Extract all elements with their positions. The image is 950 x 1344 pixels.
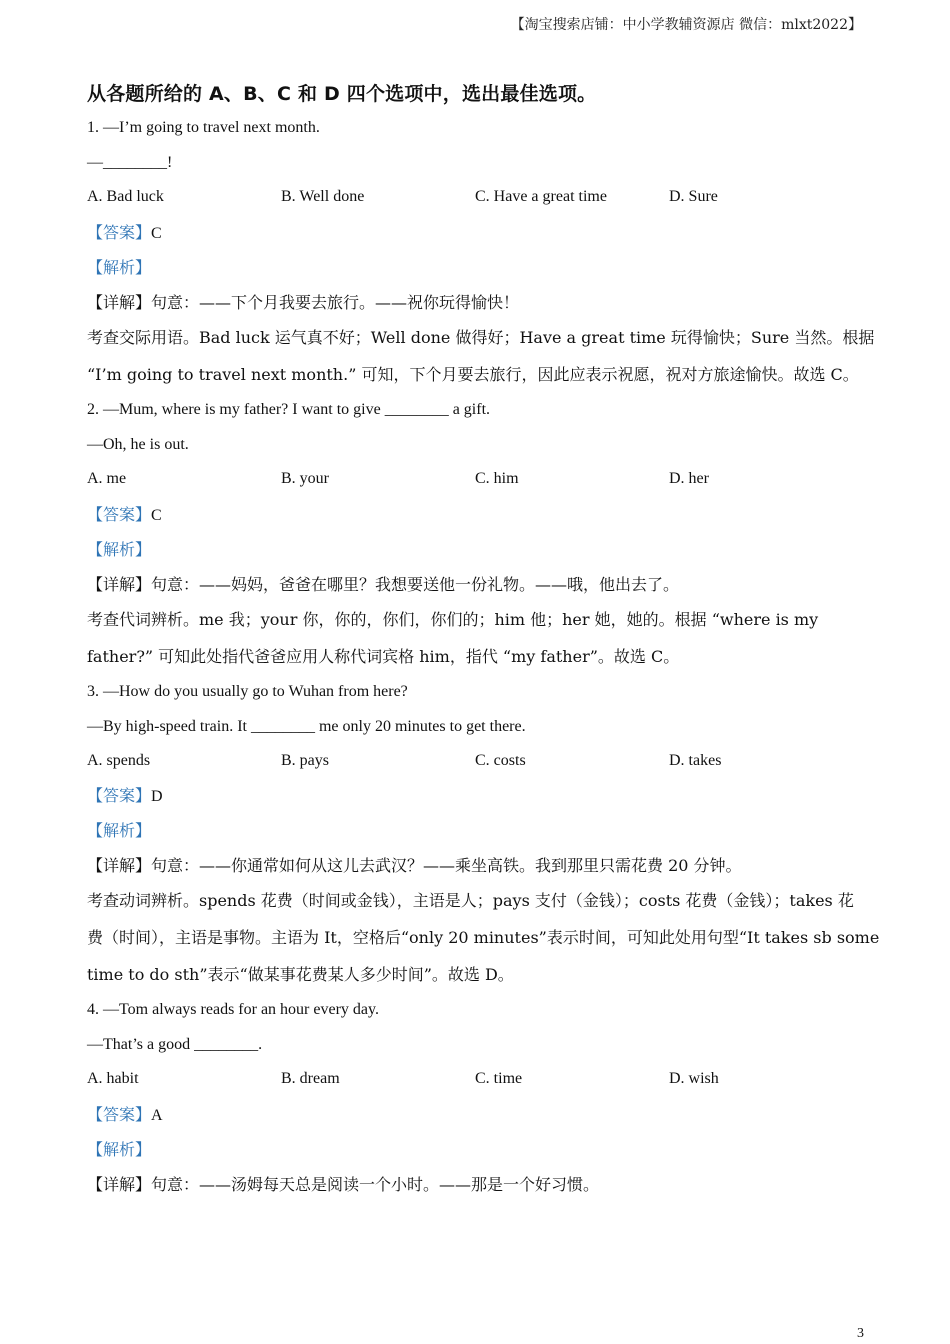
question-stem: 2. —Mum, where is my father? I want to give ________ a gift. <box>87 401 491 418</box>
explanation-line: 考查代词辨析。me 我；your 你，你的，你们，你们的；him 他；her 她，她的。根据 “where is my <box>87 610 819 629</box>
answer-label: 【答案】 <box>87 1105 152 1124</box>
question-reply: —________! <box>87 154 173 171</box>
answer-label: 【答案】 <box>87 786 152 805</box>
answer-line <box>87 505 162 526</box>
explanation-line: 考查动词辨析。spends 花费（时间或金钱），主语是人；pays 支付（金钱）；costs 花费（金钱）；takes 花 <box>87 891 854 910</box>
explanation-line: 考查交际用语。Bad luck 运气真不好；Well done 做得好；Have a great time 玩得愉快；Sure 当然。根据 <box>87 328 875 347</box>
detail-label: 【详解】 <box>87 293 152 312</box>
option-c: C. Have a great time <box>475 188 607 205</box>
detail-label: 【详解】 <box>87 575 152 594</box>
option-d: D. Sure <box>669 188 718 205</box>
question-reply: —Oh, he is out. <box>87 436 189 453</box>
answer-value: D <box>151 788 163 805</box>
detail-line <box>87 293 519 313</box>
option-c: C. costs <box>475 752 526 769</box>
answer-value: C <box>151 225 162 242</box>
explanation-line: 费（时间），主语是事物。主语为 It，空格后“only 20 minutes”表示时间，可知此处用句型“It takes sb some <box>87 928 880 947</box>
analysis-label: 【解析】 <box>87 540 152 559</box>
option-c: C. time <box>475 1070 523 1087</box>
option-b: B. your <box>281 470 329 487</box>
option-b: B. dream <box>281 1070 340 1087</box>
explanation-line: “I’m going to travel next month.” 可知，下个月要去旅行，因此应表示祝愿，祝对方旅途愉快。故选 C。 <box>87 365 859 384</box>
option-a: A. habit <box>87 1070 139 1087</box>
options-row <box>87 470 867 492</box>
option-a: A. Bad luck <box>87 188 164 205</box>
answer-line <box>87 223 162 244</box>
option-c: C. him <box>475 470 519 487</box>
detail-text: 句意：——汤姆每天总是阅读一个小时。——那是一个好习惯。 <box>151 1175 600 1194</box>
analysis-label: 【解析】 <box>87 1140 152 1159</box>
answer-label: 【答案】 <box>87 505 152 524</box>
question-reply: —That’s a good ________. <box>87 1036 263 1053</box>
detail-label: 【详解】 <box>87 1175 152 1194</box>
analysis-label: 【解析】 <box>87 258 152 277</box>
analysis-line <box>87 258 151 279</box>
page-number: 3 <box>857 1326 864 1341</box>
options-row <box>87 1070 867 1092</box>
answer-line <box>87 1105 163 1126</box>
option-b: B. pays <box>281 752 329 769</box>
question-stem: 4. —Tom always reads for an hour every day. <box>87 1001 379 1018</box>
option-d: D. her <box>669 470 709 487</box>
analysis-line <box>87 821 151 842</box>
question-stem: 3. —How do you usually go to Wuhan from here? <box>87 683 408 700</box>
option-a: A. spends <box>87 752 151 769</box>
answer-value: A <box>151 1107 163 1124</box>
option-a: A. me <box>87 470 127 487</box>
detail-text: 句意：——下个月我要去旅行。——祝你玩得愉快！ <box>151 293 520 312</box>
detail-line <box>87 575 679 595</box>
detail-text: 句意：——你通常如何从这儿去武汉？——乘坐高铁。我到那里只需花费 20 分钟。 <box>151 856 742 875</box>
options-row <box>87 752 867 774</box>
detail-line <box>87 856 742 876</box>
answer-label: 【答案】 <box>87 223 152 242</box>
detail-line <box>87 1175 599 1195</box>
answer-line <box>87 786 163 807</box>
detail-label: 【详解】 <box>87 856 152 875</box>
options-row <box>87 188 867 210</box>
question-stem: 1. —I’m going to travel next month. <box>87 119 320 136</box>
explanation-line: father?” 可知此处指代爸爸应用人称代词宾格 him，指代 “my father”。故选 C。 <box>87 647 680 666</box>
analysis-line <box>87 1140 151 1161</box>
header-note: 【淘宝搜索店铺：中小学教辅资源店 微信：mlxt2022】 <box>510 17 862 33</box>
answer-value: C <box>151 507 162 524</box>
section-title: 从各题所给的 A、B、C 和 D 四个选项中，选出最佳选项。 <box>87 83 597 105</box>
detail-text: 句意：——妈妈，爸爸在哪里？我想要送他一份礼物。——哦，他出去了。 <box>151 575 680 594</box>
question-reply: —By high-speed train. It ________ me only 20 minutes to get there. <box>87 718 526 735</box>
option-b: B. Well done <box>281 188 365 205</box>
analysis-label: 【解析】 <box>87 821 152 840</box>
analysis-line <box>87 540 151 561</box>
option-d: D. takes <box>669 752 722 769</box>
explanation-line: time to do sth”表示“做某事花费某人多少时间”。故选 D。 <box>87 965 514 984</box>
option-d: D. wish <box>669 1070 719 1087</box>
